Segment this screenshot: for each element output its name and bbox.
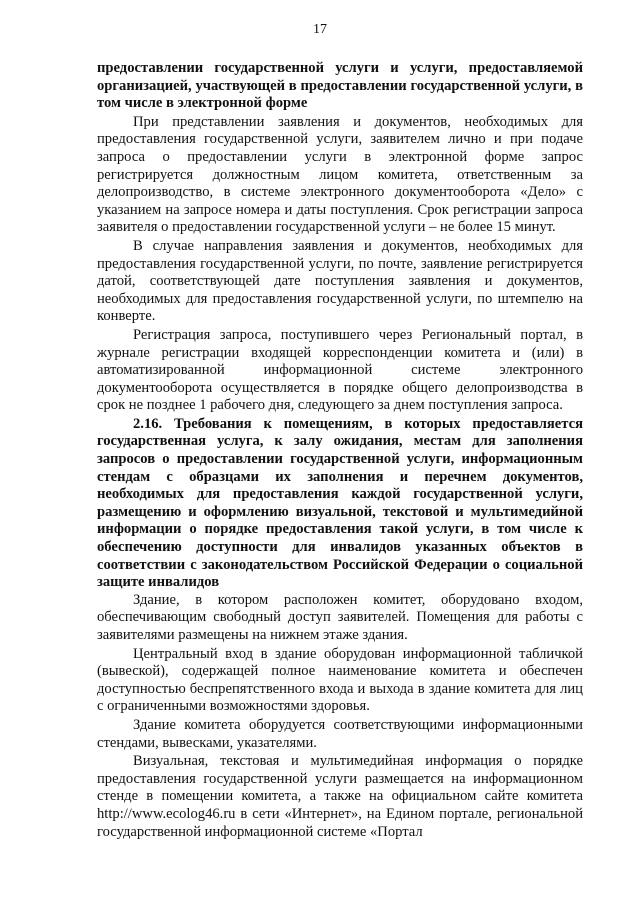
paragraph-central-entrance: Центральный вход в здание оборудован информационной табличкой (вывеской), содержащей полное наименование комитета и обеспечен доступностью беспрепятственного входа и выхода в здание комитета для лиц с ограниченными возможностями здоровья. <box>97 645 583 715</box>
paragraph-personal-registration: При представлении заявления и документов, необходимых для предоставления государственной услуги, заявителем лично и при подаче запроса о предоставлении услуги в электронной форме запрос регистрируется должностным лицом комитета, ответственным за делопроизводство, в системе электронного документооборота «Дело» с указанием на запросе номера и даты поступления. Срок регистрации запроса заявителя о предоставлении государственной услуги – не более 15 минут. <box>97 113 583 236</box>
document-body <box>97 60 583 841</box>
paragraph-info-stands: Здание комитета оборудуется соответствующими информационными стендами, вывесками, указателями. <box>97 716 583 751</box>
paragraph-building-entrance: Здание, в котором расположен комитет, оборудовано входом, обеспечивающим свободный доступ заявителей. Помещения для работы с заявителями размещены на нижнем этаже здания. <box>97 591 583 643</box>
section-heading-2-16: 2.16. Требования к помещениям, в которых предоставляется государственная услуга, к залу ожидания, местам для заполнения запросов о предоставлении государственной услуги, информационным стендам с образцами их заполнения и перечнем документов, необходимых для предоставления каждой государственной услуги, размещению и оформлению визуальной, текстовой и мультимедийной информации о порядке предоставления такой услуги, в том числе к обеспечению доступности для инвалидов указанных объектов в соответствии с законодательством Российской Федерации о социальной защите инвалидов <box>97 415 583 591</box>
page-number: 17 <box>313 22 327 37</box>
paragraph-visual-information: Визуальная, текстовая и мультимедийная информация о порядке предоставления государственной услуги размещается на информационном стенде в помещении комитета, а также на официальном сайте комитета http://www.ecolog46.ru в сети «Интернет», на Едином портале, региональной государственной информационной системе «Портал <box>97 753 583 840</box>
paragraph-portal-registration: Регистрация запроса, поступившего через Региональный портал, в журнале регистрации входящей корреспонденции комитета и (или) в автоматизированной информационной системе электронного документооборота осуществляется в порядке общего делопроизводства в срок не позднее 1 рабочего дня, следующего за днем поступления запроса. <box>97 326 583 414</box>
section-heading-continuation: предоставлении государственной услуги и услуги, предоставляемой организацией, участвующей в предоставлении государственной услуги, в том числе в электронной форме <box>97 60 583 112</box>
paragraph-mail-registration: В случае направления заявления и документов, необходимых для предоставления государственной услуги, по почте, заявление регистрируется датой, соответствующей дате поступления заявления и документов, необходимых для предоставления государственной услуги, по штемпелю на конверте. <box>97 237 583 325</box>
